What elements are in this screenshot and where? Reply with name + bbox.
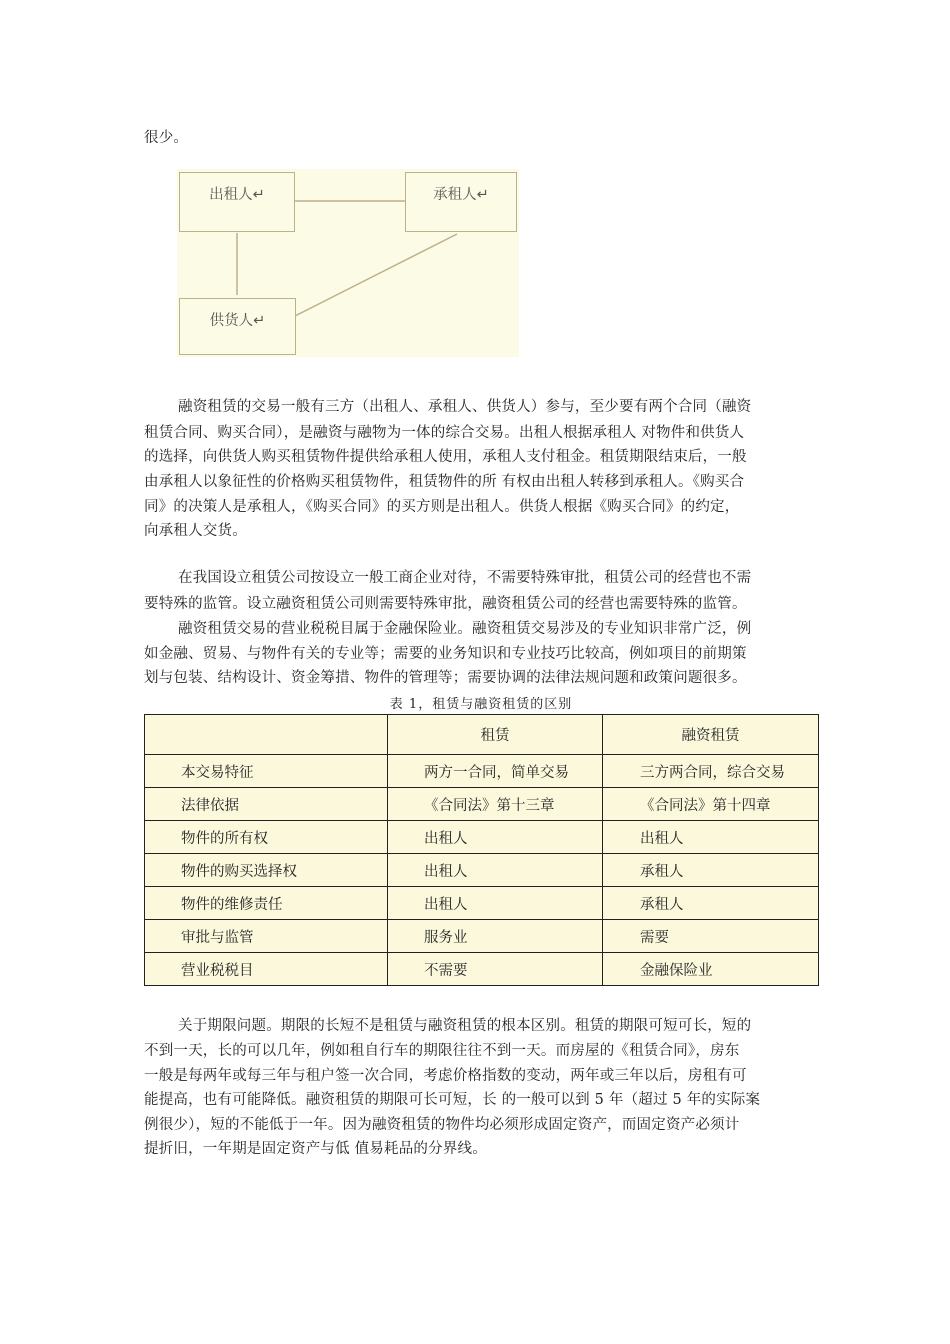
paragraph-line: 如金融、贸易、与物件有关的专业等；需要的业务知识和专业技巧比较高，例如项目的前期策: [144, 646, 747, 662]
table-cell: 出租人: [603, 821, 819, 854]
table-cell: 三方两合同，综合交易: [603, 755, 819, 788]
table-row: [145, 953, 819, 986]
lessor-label: 出租人↵: [209, 187, 265, 203]
table-cell: 承租人: [603, 887, 819, 920]
supplier-label: 供货人↵: [209, 313, 266, 329]
lessor-box: [179, 172, 295, 232]
table-cell: 出租人: [388, 854, 603, 887]
table-cell: 服务业: [388, 920, 603, 953]
table-caption: 表 1，租赁与融资租赁的区别: [389, 697, 573, 712]
paragraph-line: 向承租人交货。: [144, 523, 247, 539]
table-header-cell: 融资租赁: [603, 715, 819, 755]
paragraph-line: 在我国设立租赁公司按设立一般工商企业对待，不需要特殊审批，租赁公司的经营也不需: [178, 570, 752, 586]
table-cell: 本交易特征: [145, 755, 388, 788]
paragraph-line: 的选择，向供货人购买租赁物件提供给承租人使用，承租人支付租金。租赁期限结束后，一般: [144, 449, 747, 465]
connector-lessee-supplier: [295, 234, 457, 316]
supplier-box: [179, 298, 296, 355]
paragraph-line: 一般是每两年或每三年与租户签一次合同，考虑价格指数的变动，两年或三年以后，房租有可: [144, 1068, 747, 1084]
paragraph-line: 例很少），短的不能低于一年。因为融资租赁的物件均必须形成固定资产，而固定资产必须计: [144, 1117, 740, 1133]
lessee-label: 承租人↵: [433, 187, 489, 203]
table-cell: 物件的维修责任: [145, 887, 388, 920]
comparison-table: [144, 714, 819, 986]
paragraph-line: 租赁合同、购买合同），是融资与融物为一体的综合交易。出租人根据承租人 对物件和供货人: [144, 425, 745, 441]
table-cell: 营业税税目: [145, 953, 388, 986]
table-row: [145, 854, 819, 887]
table-cell: 物件的所有权: [145, 821, 388, 854]
table-cell: 审批与监管: [145, 920, 388, 953]
paragraph-line: 划与包装、结构设计、资金筹措、物件的管理等；需要协调的法律法规问题和政策问题很多。: [144, 670, 747, 686]
table-cell: 不需要: [388, 953, 603, 986]
table-row: [145, 887, 819, 920]
table-cell: 承租人: [603, 854, 819, 887]
table-cell: 物件的购买选择权: [145, 854, 388, 887]
paragraph-line: 不到一天，长的可以几年，例如租自行车的期限往往不到一天。而房屋的《租赁合同》，房东: [144, 1043, 740, 1059]
table-header-row: [145, 715, 819, 755]
text-fragment: 很少。: [144, 130, 189, 146]
table-header-cell: 租赁: [388, 715, 603, 755]
table-cell: 《合同法》第十四章: [603, 788, 819, 821]
table-cell: 《合同法》第十三章: [388, 788, 603, 821]
paragraph-line: 同》的决策人是承租人，《购买合同》的买方则是出租人。供货人根据《购买合同》的约定，: [144, 499, 740, 515]
table-row: [145, 788, 819, 821]
table-row: [145, 821, 819, 854]
paragraph-line: 融资租赁交易的营业税税目属于金融保险业。融资租赁交易涉及的专业知识非常广泛，例: [178, 621, 752, 637]
table-header-cell: [145, 715, 388, 755]
table-cell: 两方一合同，简单交易: [388, 755, 603, 788]
table-row: [145, 755, 819, 788]
table-cell: 出租人: [388, 821, 603, 854]
table-row: [145, 920, 819, 953]
paragraph-line: 要特殊的监管。设立融资租赁公司则需要特殊审批，融资租赁公司的经营也需要特殊的监管。: [144, 596, 747, 612]
paragraph-line: 提折旧，一年期是固定资产与低 值易耗品的分界线。: [144, 1141, 487, 1157]
lessee-box: [405, 172, 517, 232]
table-cell: 出租人: [388, 887, 603, 920]
transaction-diagram: [177, 169, 519, 357]
table-cell: 金融保险业: [603, 953, 819, 986]
paragraph-line: 关于期限问题。期限的长短不是租赁与融资租赁的根本区别。租赁的期限可短可长，短的: [178, 1018, 752, 1034]
paragraph-line: 融资租赁的交易一般有三方（出租人、承租人、供货人）参与，至少要有两个合同（融资: [178, 399, 752, 415]
table-cell: 法律依据: [145, 788, 388, 821]
table-cell: 需要: [603, 920, 819, 953]
paragraph-line: 由承租人以象征性的价格购买租赁物件，租赁物件的所 有权由出租人转移到承租人。《购买合: [144, 474, 745, 490]
paragraph-line: 能提高，也有可能降低。融资租赁的期限可长可短，长 的一般可以到 5 年（超过 5 年的实际案: [144, 1092, 761, 1108]
